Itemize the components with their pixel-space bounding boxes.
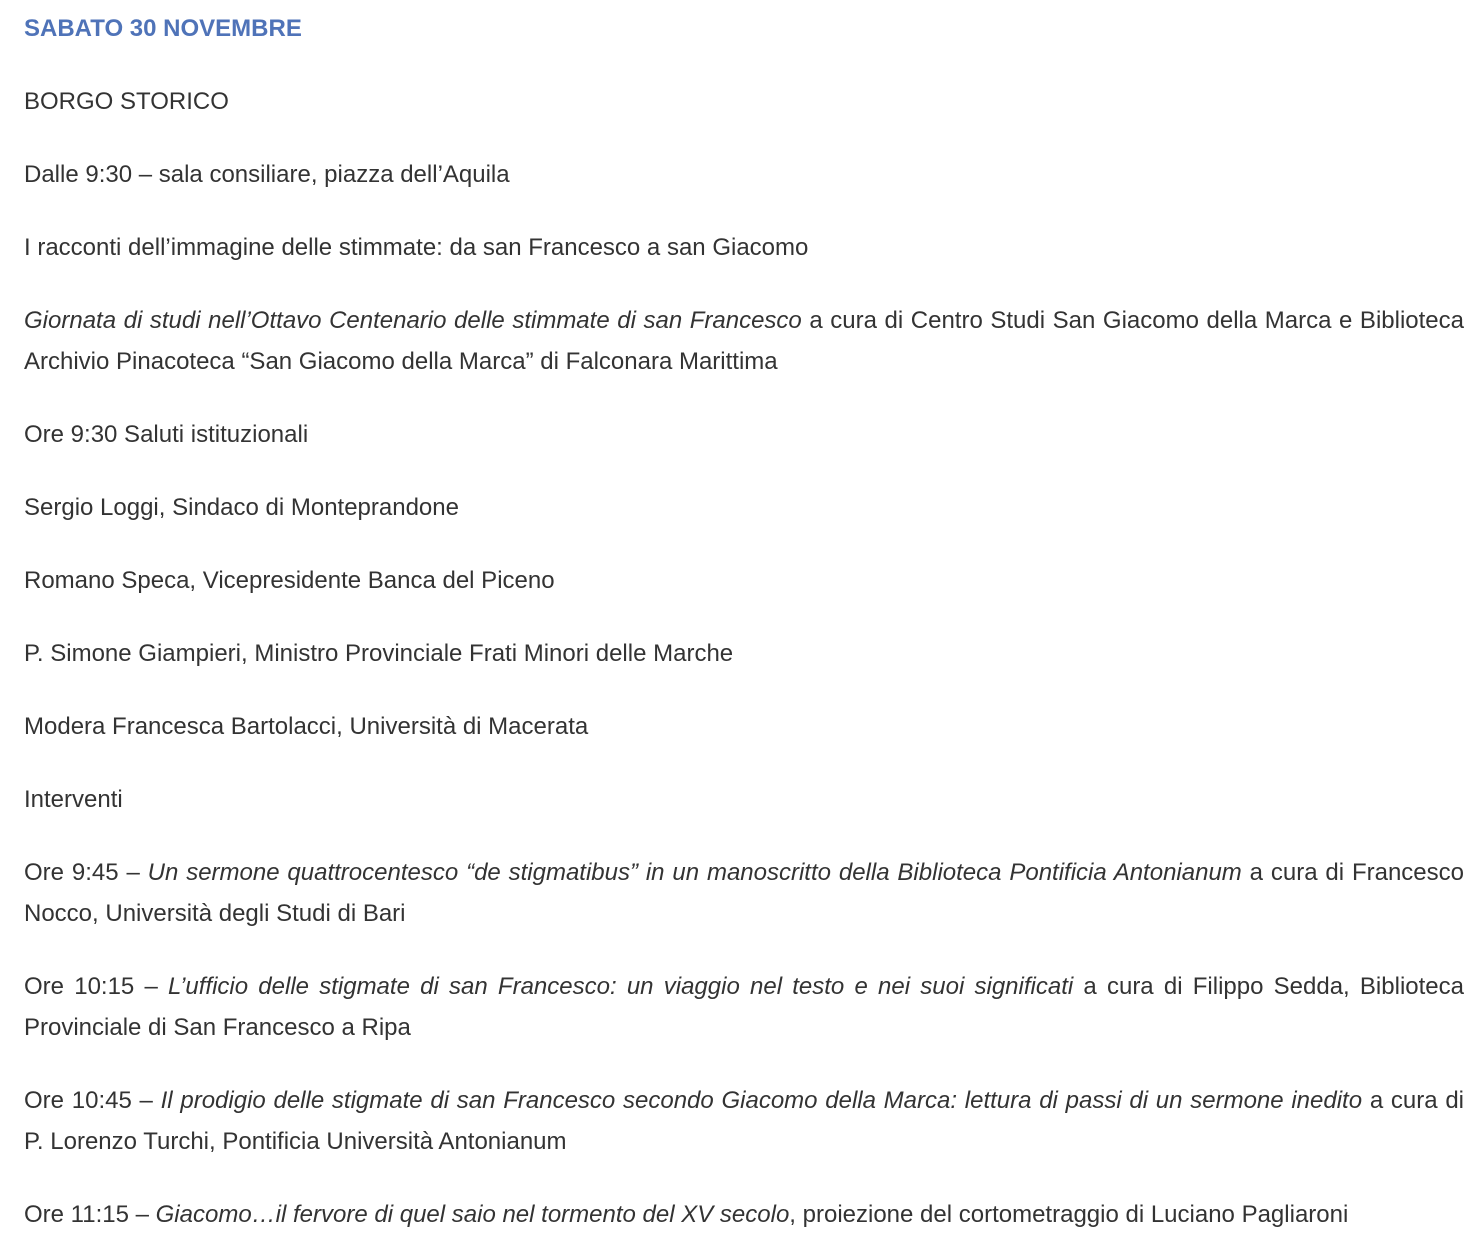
date-heading: SABATO 30 NOVEMBRE bbox=[24, 15, 302, 42]
speaker-item: Sergio Loggi, Sindaco di Monteprandone bbox=[24, 494, 459, 521]
talk-speaker: a cura di Francesco Nocco, Università degli Studi di Bari bbox=[24, 859, 1464, 927]
speaker-item: P. Simone Giampieri, Ministro Provinciale Frati Minori delle Marche bbox=[24, 640, 734, 667]
talk-item bbox=[24, 852, 1464, 934]
greetings-time: Ore 9:30 Saluti istituzionali bbox=[24, 421, 309, 448]
moderator: Modera Francesca Bartolacci, Università di Macerata bbox=[24, 713, 589, 740]
talk-title: L’ufficio delle stigmate di san Francesco: un viaggio nel testo e nei suoi significati bbox=[168, 973, 1074, 1000]
location: BORGO STORICO bbox=[24, 88, 229, 115]
intro-rest: a cura di Centro Studi San Giacomo della Marca e Biblioteca Archivio Pinacoteca “San Giacomo della Marca” di Falconara Marittima bbox=[24, 307, 1464, 375]
time-place: Dalle 9:30 – sala consiliare, piazza dell’Aquila bbox=[24, 161, 510, 188]
speaker-item: Romano Speca, Vicepresidente Banca del Piceno bbox=[24, 567, 555, 594]
talk-item bbox=[24, 966, 1464, 1048]
talk-item bbox=[24, 1080, 1464, 1162]
intro-paragraph bbox=[24, 300, 1464, 382]
talk-time: Ore 10:45 – bbox=[24, 1087, 161, 1114]
interventi-label: Interventi bbox=[24, 786, 123, 813]
talk-speaker: a cura di P. Lorenzo Turchi, Pontificia Università Antonianum bbox=[24, 1087, 1465, 1155]
talk-title: Giacomo…il fervore di quel saio nel tormento del XV secolo bbox=[155, 1201, 790, 1228]
talk-title: Il prodigio delle stigmate di san Francesco secondo Giacomo della Marca: lettura di passi di un sermone inedito bbox=[160, 1087, 1363, 1114]
talk-time: Ore 10:15 – bbox=[24, 973, 169, 1000]
event-title: I racconti dell’immagine delle stimmate: da san Francesco a san Giacomo bbox=[24, 234, 809, 261]
talk-speaker: , proiezione del cortometraggio di Luciano Pagliaroni bbox=[789, 1201, 1349, 1228]
talk-time: Ore 9:45 – bbox=[24, 859, 148, 886]
talk-speaker: a cura di Filippo Sedda, Biblioteca Provinciale di San Francesco a Ripa bbox=[24, 973, 1464, 1041]
talk-item bbox=[24, 1194, 1464, 1235]
intro-italic: Giornata di studi nell’Ottavo Centenario delle stimmate di san Francesco bbox=[24, 307, 802, 334]
talk-title: Un sermone quattrocentesco “de stigmatibus” in un manoscritto della Biblioteca Pontificia Antonianum bbox=[147, 859, 1242, 886]
talk-time: Ore 11:15 – bbox=[24, 1201, 156, 1228]
